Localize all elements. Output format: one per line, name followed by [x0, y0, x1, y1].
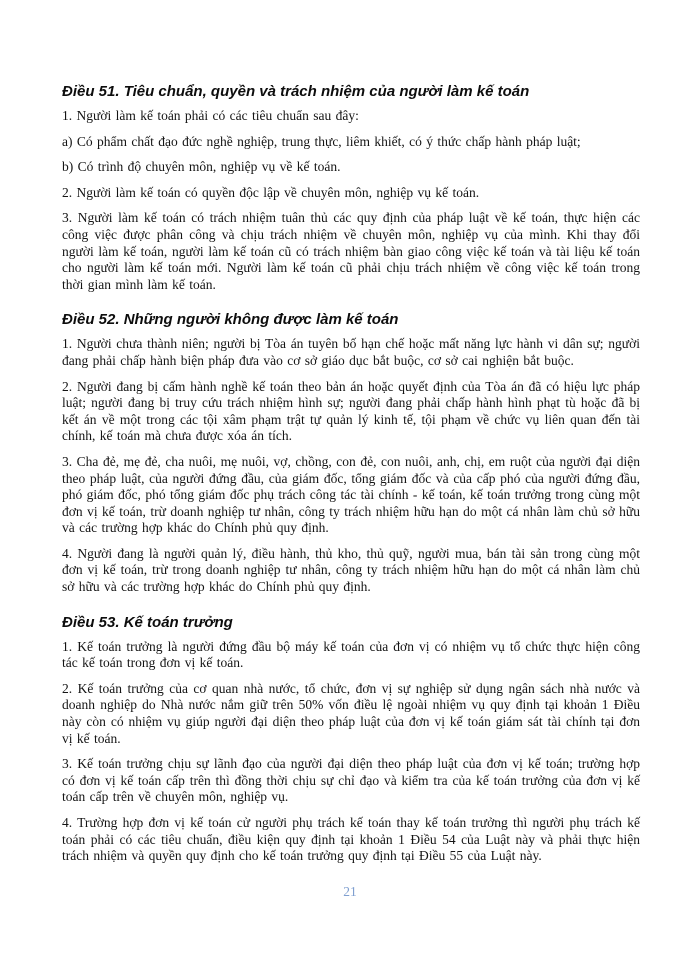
- article-51-paragraph-1: 1. Người làm kế toán phải có các tiêu chuẩn sau đây:: [62, 108, 359, 123]
- heading-article-52: Điều 52. Những người không được làm kế toán: [62, 311, 399, 329]
- article-52-paragraph-1: 1. Người chưa thành niên; người bị Tòa án tuyên bố hạn chế hoặc mất năng lực hành vi dân sự; người đang phải chấp hành biện pháp đưa vào cơ sở giáo dục bắt buộc, cơ sở cai nghiện bắt buộc.: [62, 336, 640, 368]
- heading-article-51: Điều 51. Tiêu chuẩn, quyền và trách nhiệm của người làm kế toán: [62, 83, 530, 100]
- article-51-paragraph-b: b) Có trình độ chuyên môn, nghiệp vụ về kế toán.: [62, 159, 341, 175]
- article-53-paragraph-2: 2. Kế toán trưởng của cơ quan nhà nước, tổ chức, đơn vị sự nghiệp sử dụng ngân sách nhà nước và doanh nghiệp do Nhà nước nắm giữ trên 50% vốn điều lệ ngoài nhiệm vụ quy định tại khoản 1 Điều này còn có nhiệm vụ giúp người đại diện theo pháp luật của đơn vị kế toán giám sát tài chính tại đơn vị kế toán.: [62, 680, 640, 746]
- article-53-paragraph-1: 1. Kế toán trưởng là người đứng đầu bộ máy kế toán của đơn vị có nhiệm vụ tổ chức thực hiện công tác kế toán trong đơn vị kế toán.: [62, 638, 640, 671]
- document-body: [62, 82, 640, 874]
- page-number: 21: [343, 884, 357, 899]
- article-52-paragraph-3: 3. Cha đẻ, mẹ đẻ, cha nuôi, mẹ nuôi, vợ, chồng, con đẻ, con nuôi, anh, chị, em ruột của người đại diện theo pháp luật, của người đứng đầu, của giám đốc, tổng giám đốc và của cấp phó của người đứng đầu, phó giám đốc, phó tổng giám đốc phụ trách công tác tài chính - kế toán, kế toán trưởng trong cùng một đơn vị kế toán, trừ doanh nghiệp tư nhân, công ty trách nhiệm hữu hạn do một cá nhân làm chủ sở hữu và các trường hợp khác do Chính phủ quy định.: [62, 453, 640, 536]
- article-52-paragraph-2: 2. Người đang bị cấm hành nghề kế toán theo bản án hoặc quyết định của Tòa án đã có hiệu lực pháp luật; người đang bị truy cứu trách nhiệm hình sự; người đang phải chấp hành hình phạt tù hoặc đã bị kết án về một trong các tội xâm phạm trật tự quản lý kinh tế, tội phạm về chức vụ liên quan đến tài chính, kế toán mà chưa được xóa án tích.: [62, 378, 640, 444]
- article-53-paragraph-3: 3. Kế toán trưởng chịu sự lãnh đạo của người đại diện theo pháp luật của đơn vị kế toán; trường hợp có đơn vị kế toán cấp trên thì đồng thời chịu sự chỉ đạo và kiểm tra của kế toán trưởng của đơn vị kế toán cấp trên về chuyên môn, nghiệp vụ.: [62, 756, 640, 805]
- article-51-paragraph-2: 2. Người làm kế toán có quyền độc lập về chuyên môn, nghiệp vụ kế toán.: [62, 184, 480, 200]
- heading-article-53: Điều 53. Kế toán trưởng: [62, 613, 233, 631]
- article-52-paragraph-4: 4. Người đang là người quản lý, điều hành, thủ kho, thủ quỹ, người mua, bán tài sản trong cùng một đơn vị kế toán, trừ trong doanh nghiệp tư nhân, công ty trách nhiệm hữu hạn do một cá nhân làm chủ sở hữu và các trường hợp khác do Chính phủ quy định.: [62, 545, 640, 595]
- article-51-paragraph-3: 3. Người làm kế toán có trách nhiệm tuân thủ các quy định của pháp luật về kế toán, thực hiện các công việc được phân công và chịu trách nhiệm về chuyên môn, nghiệp vụ của mình. Khi thay đổi người làm kế toán, người làm kế toán cũ có trách nhiệm bàn giao công việc kế toán và tài liệu kế toán cho người làm kế toán mới. Người làm kế toán cũ phải chịu trách nhiệm về công việc kế toán trong thời gian mình làm kế toán.: [62, 210, 640, 292]
- article-53-paragraph-4: 4. Trường hợp đơn vị kế toán cử người phụ trách kế toán thay kế toán trưởng thì người phụ trách kế toán phải có các tiêu chuẩn, điều kiện quy định tại khoản 1 Điều 54 của Luật này và phải thực hiện trách nhiệm và quyền quy định cho kế toán trưởng quy định tại Điều 55 của Luật này.: [62, 815, 640, 864]
- article-51-paragraph-a: a) Có phẩm chất đạo đức nghề nghiệp, trung thực, liêm khiết, có ý thức chấp hành pháp luật;: [62, 133, 581, 149]
